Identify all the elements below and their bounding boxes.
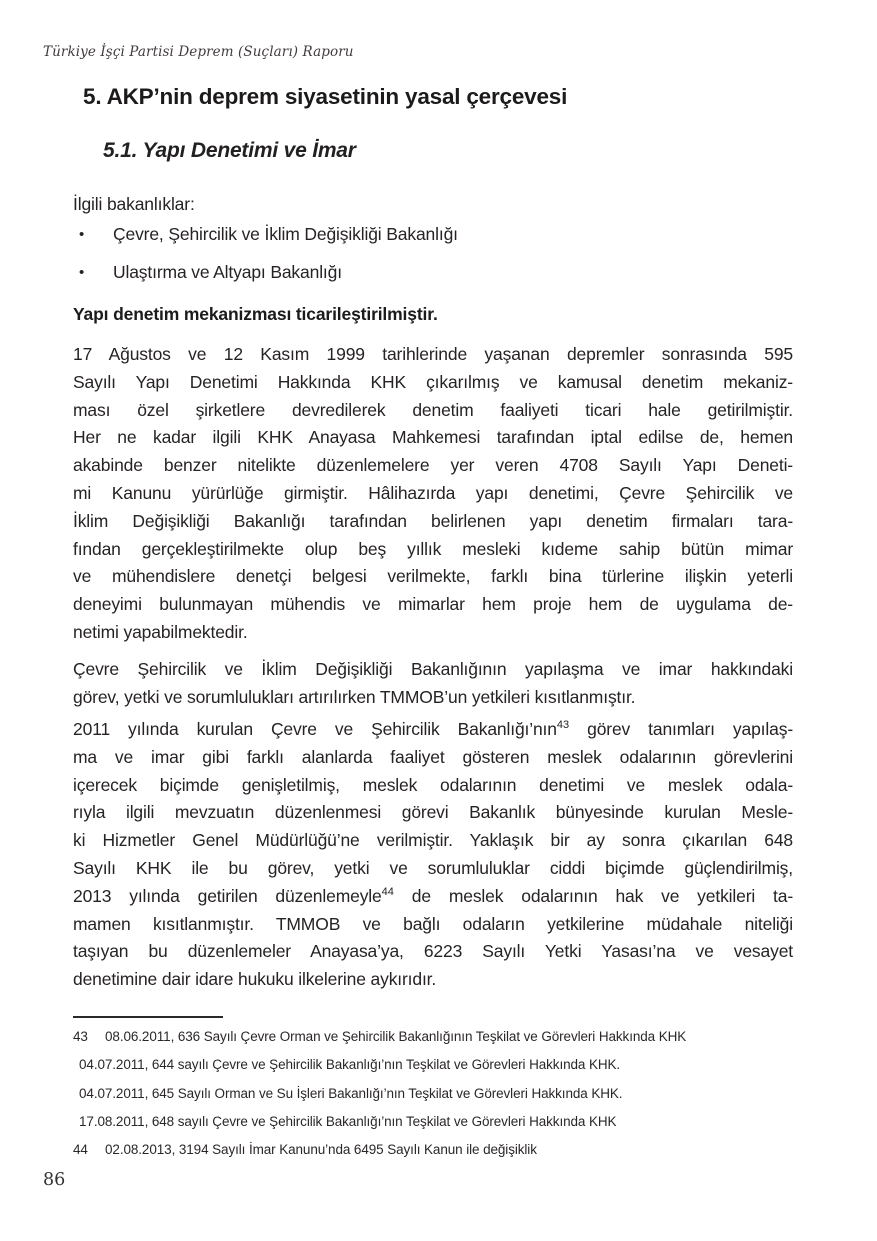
footnote-text: 17.08.2011, 648 sayılı Çevre ve Şehircilik Bakanlığı’nın Teşkilat ve Görevleri Hakkında KHK: [79, 1113, 617, 1129]
footnote-ref: 43: [556, 719, 570, 732]
paragraph-line: Her ne kadar ilgili KHK Anayasa Mahkemesi tarafından iptal edilse de, hemen: [73, 427, 793, 448]
paragraph-line: ve mühendislere denetçi belgesi verilmekte, farklı bina türlerine ilişkin yeterli: [73, 566, 793, 587]
paragraph-line: mamen kısıtlanmıştır. TMMOB ve bağlı odaların yetkilerine müdahale niteliği: [73, 913, 793, 934]
paragraph-line: akabinde benzer nitelikte düzenlemelere yer veren 4708 Sayılı Yapı Deneti-: [73, 455, 793, 476]
bullet-list: [73, 221, 793, 297]
page-number: 86: [43, 1170, 66, 1190]
paragraph-line: Sayılı KHK ile bu görev, yetki ve sorumluluklar ciddi biçimde güçlendirilmiş,: [73, 857, 793, 878]
paragraph-line: taşıyan bu düzenlemeler Anayasa’ya, 6223 Sayılı Yetki Yasası’na ve vesayet: [73, 941, 793, 962]
footnote-text: 08.06.2011, 636 Sayılı Çevre Orman ve Şehircilik Bakanlığının Teşkilat ve Görevleri Hakkında KHK: [105, 1029, 687, 1044]
paragraph-line: 2011 yılında kurulan Çevre ve Şehircilik Bakanlığı’nın$^{43}$ görev tanımları yapılaş-: [73, 719, 793, 739]
footnote-list: [73, 1023, 803, 1164]
body-paragraph-1: [73, 341, 793, 647]
footnote-text: 02.08.2013, 3194 Sayılı İmar Kanunu’nda 6495 Sayılı Kanun ile değişiklik: [105, 1142, 537, 1158]
footnote-ref: 44: [381, 885, 394, 898]
footnote-number: 44: [73, 1142, 88, 1158]
paragraph-line: ma ve imar gibi farklı alanlarda faaliyet gösteren meslek odalarının görevlerini: [73, 746, 793, 767]
footnote-rule: [73, 1016, 223, 1018]
lead-sentence: Yapı denetim mekanizması ticarileştirilmiştir.: [73, 304, 438, 324]
bullet-icon: •: [79, 263, 85, 281]
footnote-item: [73, 1108, 803, 1136]
body-paragraph-3: [73, 716, 793, 994]
bullet-text: Çevre, Şehircilik ve İklim Değişikliği Bakanlığı: [113, 224, 458, 244]
paragraph-line: İklim Değişikliği Bakanlığı tarafından belirlenen yapı denetim firmaları tara-: [73, 510, 793, 531]
paragraph-line: Sayılı Yapı Denetimi Hakkında KHK çıkarılmış ve kamusal denetim mekaniz-: [73, 371, 793, 392]
paragraph-line: deneyimi bulunmayan mühendis ve mimarlar hem proje hem de uygulama de-: [73, 594, 793, 615]
section-heading: 5. AKP’nin deprem siyasetinin yasal çerçevesi: [83, 84, 568, 109]
paragraph-line: denetimine dair idare hukuku ilkelerine aykırıdır.: [73, 969, 437, 990]
paragraph-line: görev, yetki ve sorumlulukları artırılırken TMMOB’un yetkileri kısıtlanmıştır.: [73, 686, 636, 707]
footnote-text: 04.07.2011, 644 sayılı Çevre ve Şehircilik Bakanlığı’nın Teşkilat ve Görevleri Hakkında KHK.: [79, 1057, 621, 1073]
bullet-item: [73, 259, 793, 287]
paragraph-line: 2013 yılında getirilen düzenlemeyle$^{44}$ de meslek odalarının hak ve yetkileri ta-: [73, 885, 794, 906]
bullet-text: Ulaştırma ve Altyapı Bakanlığı: [113, 261, 342, 282]
footnote-item: [73, 1136, 803, 1164]
paragraph-line: ması özel şirketlere devredilerek denetim faaliyeti ticari hale getirilmiştir.: [73, 399, 793, 420]
paragraph-line: 17 Ağustos ve 12 Kasım 1999 tarihlerinde yaşanan depremler sonrasında 595: [73, 344, 793, 364]
paragraph-line: mi Kanunu yürürlüğe girmiştir. Hâlihazırda yapı denetimi, Çevre Şehircilik ve: [73, 482, 793, 503]
bullet-icon: •: [79, 226, 85, 243]
intro-line: İlgili bakanlıklar:: [73, 194, 195, 214]
body-paragraph-2: [73, 656, 793, 712]
paragraph-line: Çevre Şehircilik ve İklim Değişikliği Bakanlığının yapılaşma ve imar hakkındaki: [73, 659, 793, 679]
paragraph-line: rıyla ilgili mevzuatın düzenlenmesi görevi Bakanlık bünyesinde kurulan Mesle-: [73, 802, 793, 823]
running-head: Türkiye İşçi Partisi Deprem (Suçları) Raporu: [43, 44, 354, 60]
subsection-heading: 5.1. Yapı Denetimi ve İmar: [103, 139, 356, 162]
footnote-item: [73, 1023, 803, 1051]
paragraph-line: ki Hizmetler Genel Müdürlüğü’ne verilmiştir. Yaklaşık bir ay sonra çıkarılan 648: [73, 830, 793, 851]
footnote-item: [73, 1051, 803, 1079]
paragraph-line: fından gerçekleştirilmekte olup beş yıllık mesleki kıdeme sahip bütün mimar: [73, 538, 793, 559]
bullet-item: [73, 221, 793, 249]
paragraph-line: içerecek biçimde genişletilmiş, meslek odalarının denetimi ve meslek odala-: [73, 774, 793, 795]
paragraph-line: netimi yapabilmektedir.: [73, 621, 248, 642]
footnote-text: 04.07.2011, 645 Sayılı Orman ve Su İşleri Bakanlığı’nın Teşkilat ve Görevleri Hakkında KHK.: [79, 1085, 623, 1101]
footnote-number: 43: [73, 1029, 88, 1044]
footnote-item: [73, 1080, 803, 1108]
